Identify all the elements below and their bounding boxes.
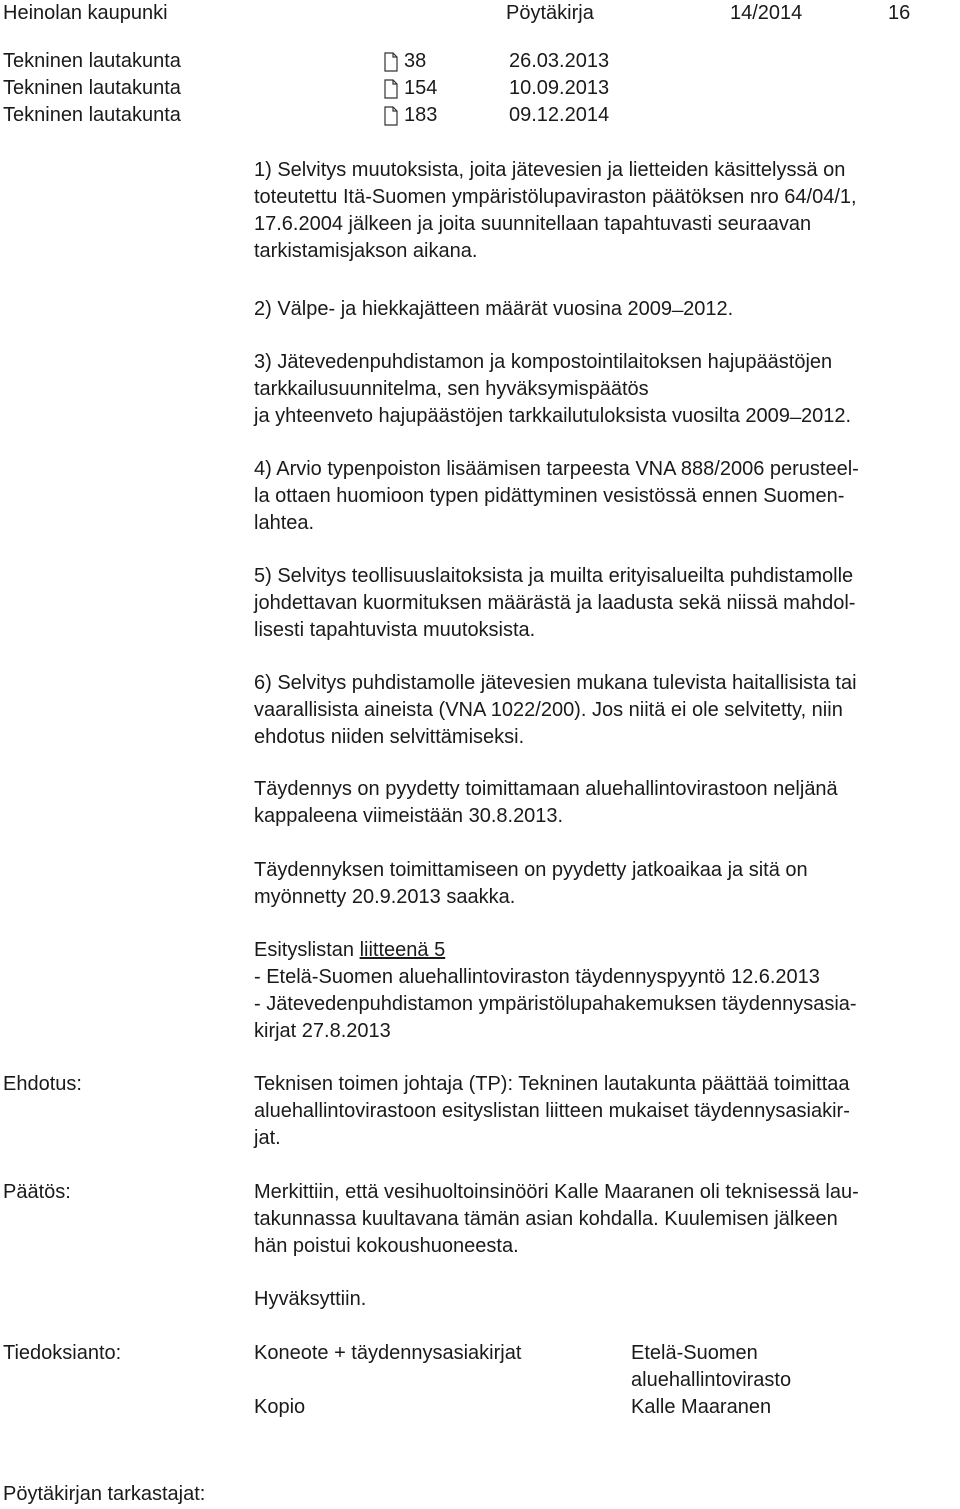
reference-body: Tekninen lautakunta [3,104,181,126]
proposal-text [254,1071,850,1152]
paragraph-line: aluehallintovirastoon esityslistan liitteen mukaiset täydennysasiakir- [254,1100,850,1122]
paragraph-line: Täydennyksen toimittamiseen on pyydetty jatkoaikaa ja sitä on [254,859,808,881]
decision-label: Päätös: [3,1181,71,1203]
reviewers-label: Pöytäkirjan tarkastajat: [3,1483,206,1505]
paragraph-line: 4) Arvio typenpoiston lisäämisen tarpeesta VNA 888/2006 perusteel- [254,458,859,480]
attachments-heading [254,937,857,964]
paragraph-line: 5) Selvitys teollisuuslaitoksista ja muilta erityisalueilta puhdistamolle [254,565,854,587]
item-1 [254,157,857,265]
reference-section: 183 [404,104,438,126]
paragraph-line: 3) Jätevedenpuhdistamon ja kompostointilaitoksen hajupäästöjen [254,351,833,373]
paragraph-line: ehdotus niiden selvittämiseksi. [254,726,525,748]
attachment-item: - Etelä-Suomen aluehallintoviraston täydennyspyyntö 12.6.2013 [254,966,820,988]
paragraph-line: Teknisen toimen johtaja (TP): Tekninen lautakunta päättää toimittaa [254,1073,850,1095]
document-icon [384,79,398,99]
paragraph-line: 2) Välpe- ja hiekkajätteen määrät vuosina 2009 ̶ 2012. [254,298,734,320]
paragraph-line: tarkkailusuunnitelma, sen hyväksymispäätös [254,378,649,400]
paragraph-line: myönnetty 20.9.2013 saakka. [254,886,516,908]
item-4 [254,456,859,537]
attachment-link[interactable]: liitteenä 5 [359,939,446,961]
item-6 [254,670,857,751]
supplement-request-paragraph [254,776,838,830]
document-icon [384,106,398,126]
reference-body: Tekninen lautakunta [3,50,181,72]
paragraph-line: la ottaen huomioon typen pidättyminen vesistössä ennen Suomen- [254,485,845,507]
page-number: 16 [888,2,911,24]
paragraph-line: lahtea. [254,512,315,534]
notification-label: Tiedoksianto: [3,1342,122,1364]
reference-section: 154 [404,77,438,99]
document-type: Pöytäkirja [506,2,594,24]
paragraph-line: 6) Selvitys puhdistamolle jätevesien mukana tulevista haitallisista tai [254,672,857,694]
decision-text [254,1179,859,1260]
proposal-label: Ehdotus: [3,1073,82,1095]
reference-date: 10.09.2013 [509,77,610,99]
organization-name: Heinolan kaupunki [3,2,168,24]
recipient-line: Etelä-Suomen [631,1342,758,1364]
document-icon [384,52,398,72]
attachments-prefix: Esityslistan [254,939,360,961]
paragraph-line: johdettavan kuormituksen määrästä ja laadusta sekä niissä mahdol- [254,592,856,614]
paragraph-line: takunnassa kuultavana tämän asian kohdalla. Kuulemisen jälkeen [254,1208,838,1230]
attachment-item: kirjat 27.8.2013 [254,1020,391,1042]
reference-body: Tekninen lautakunta [3,77,181,99]
paragraph-line: Merkittiin, että vesihuoltoinsinööri Kalle Maaranen oli teknisessä lau- [254,1181,859,1203]
paragraph-line: tarkistamisjakson aikana. [254,240,478,262]
notification-copy-recipient: Kalle Maaranen [631,1396,772,1418]
paragraph-line: 1) Selvitys muutoksista, joita jätevesien ja lietteiden käsittelyssä on [254,159,846,181]
paragraph-line: hän poistui kokoushuoneesta. [254,1235,519,1257]
notification-recipient [631,1340,791,1394]
document-number: 14/2014 [730,2,803,24]
item-3 [254,349,851,430]
paragraph-line: jat. [254,1127,281,1149]
attachment-item: - Jätevedenpuhdistamon ympäristölupahakemuksen täydennysasia- [254,993,857,1015]
paragraph-line: lisesti tapahtuvista muutoksista. [254,619,536,641]
item-2 [254,296,733,323]
notification-recipient-content: Koneote + täydennysasiakirjat [254,1342,522,1364]
paragraph-line: toteutettu Itä-Suomen ympäristölupaviraston päätöksen nro 64/04/1, [254,186,857,208]
reference-date: 26.03.2013 [509,50,610,72]
item-5 [254,563,855,644]
attachments-block [254,937,857,1045]
paragraph-line: kappaleena viimeistään 30.8.2013. [254,805,564,827]
paragraph-line: Hyväksyttiin. [254,1288,367,1310]
reference-section: 38 [404,50,427,72]
paragraph-line: vaarallisista aineista (VNA 1022/200). Jos niitä ei ole selvitetty, niin [254,699,843,721]
paragraph-line: Täydennys on pyydetty toimittamaan aluehallintovirastoon neljänä [254,778,838,800]
recipient-line: aluehallintovirasto [631,1369,792,1391]
notification-copy-label: Kopio [254,1396,306,1418]
paragraph-line: 17.6.2004 jälkeen ja joita suunnitellaan tapahtuvasti seuraavan [254,213,812,235]
paragraph-line: ja yhteenveto hajupäästöjen tarkkailutuloksista vuosilta 2009 ̶ 2012. [254,405,852,427]
extension-paragraph [254,857,808,911]
reference-date: 09.12.2014 [509,104,610,126]
approved-text [254,1286,366,1313]
